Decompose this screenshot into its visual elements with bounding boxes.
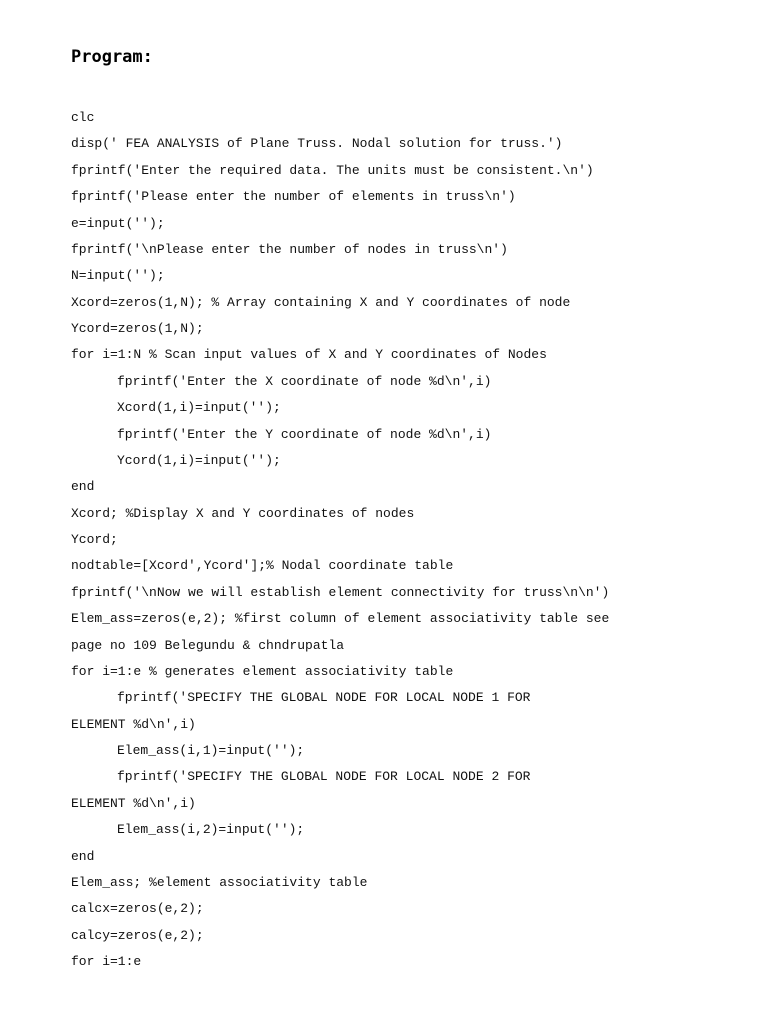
code-line: disp(' FEA ANALYSIS of Plane Truss. Nodal solution for truss.'): [71, 136, 563, 152]
code-line: end: [71, 479, 95, 495]
code-line: fprintf('Enter the required data. The units must be consistent.\n'): [71, 162, 594, 178]
code-line: for i=1:e: [71, 954, 142, 969]
code-line: e=input('');: [71, 215, 165, 231]
code-line: fprintf('SPECIFY THE GLOBAL NODE FOR LOCAL NODE 1 FOR: [117, 690, 531, 706]
code-line: for i=1:N % Scan input values of X and Y coordinates of Nodes: [71, 347, 547, 363]
code-line: calcx=zeros(e,2);: [71, 901, 204, 917]
code-line: calcy=zeros(e,2);: [71, 927, 204, 943]
code-line: N=input('');: [71, 268, 165, 284]
code-line: fprintf('\nNow we will establish element connectivity for truss\n\n'): [71, 584, 610, 600]
code-line: Elem_ass(i,2)=input('');: [117, 822, 305, 838]
code-line: Elem_ass; %element associativity table: [71, 874, 368, 890]
code-line: Ycord(1,i)=input('');: [117, 452, 281, 468]
code-line: Xcord=zeros(1,N); % Array containing X and Y coordinates of node: [71, 294, 571, 310]
code-line: Elem_ass(i,1)=input('');: [117, 743, 305, 758]
code-line: for i=1:e % generates element associativity table: [71, 663, 454, 679]
code-listing: [71, 105, 761, 975]
code-line: Ycord;: [71, 532, 118, 547]
code-line: nodtable=[Xcord',Ycord'];% Nodal coordinate table: [71, 558, 454, 574]
code-line: Ycord=zeros(1,N);: [71, 321, 204, 336]
code-line: fprintf('Please enter the number of elements in truss\n'): [71, 189, 516, 205]
code-line: clc: [71, 110, 95, 125]
code-line: Elem_ass=zeros(e,2); %first column of element associativity table see: [71, 611, 610, 627]
code-line: page no 109 Belegundu & chndrupatla: [71, 637, 345, 653]
program-heading: Program:: [71, 47, 153, 67]
code-line: fprintf('Enter the Y coordinate of node %d\n',i): [117, 426, 492, 442]
code-line: ELEMENT %d\n',i): [71, 795, 196, 811]
code-line: Xcord; %Display X and Y coordinates of nodes: [71, 505, 415, 521]
code-line: fprintf('SPECIFY THE GLOBAL NODE FOR LOCAL NODE 2 FOR: [117, 769, 531, 785]
code-line: end: [71, 848, 95, 864]
code-line: fprintf('\nPlease enter the number of nodes in truss\n'): [71, 241, 508, 257]
code-line: ELEMENT %d\n',i): [71, 716, 196, 732]
code-line: fprintf('Enter the X coordinate of node %d\n',i): [117, 373, 492, 389]
code-line: Xcord(1,i)=input('');: [117, 400, 281, 416]
